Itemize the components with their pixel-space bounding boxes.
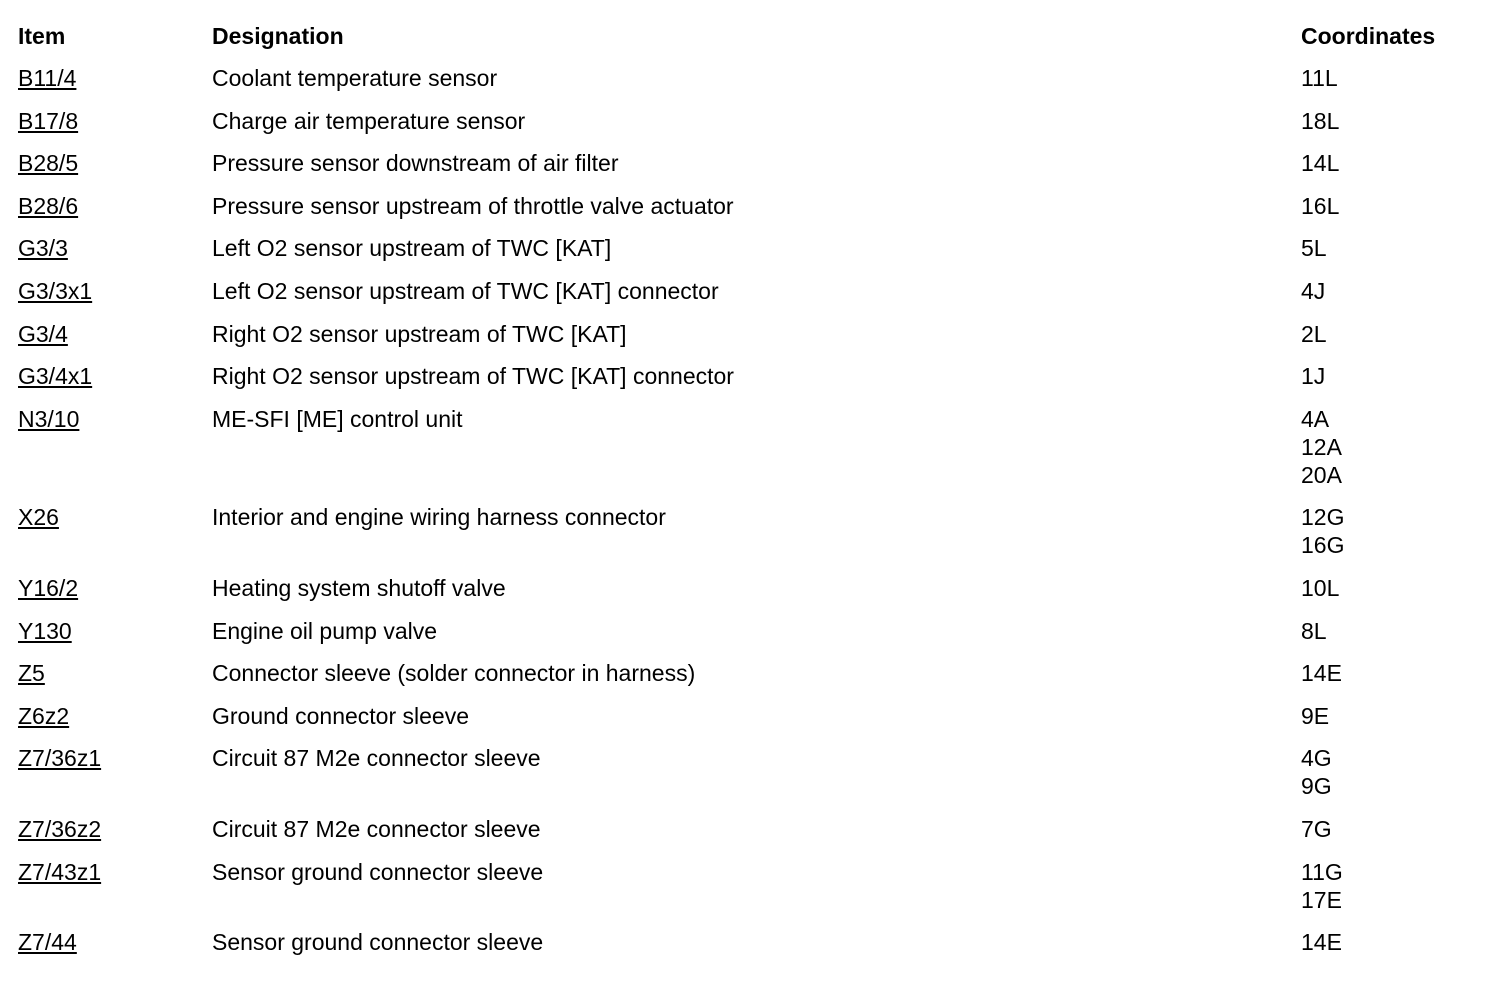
header-coordinates: Coordinates	[1301, 23, 1436, 49]
item-cell	[18, 192, 212, 235]
coordinate-value: 18L	[1301, 107, 1340, 134]
item-link[interactable]: G3/4x1	[18, 363, 93, 390]
coordinate-value: 14E	[1301, 660, 1342, 687]
designation-cell: Ground connector sleeve	[212, 702, 469, 729]
coordinates-cell	[1301, 277, 1481, 320]
coordinates-cell	[1301, 192, 1481, 235]
coordinates-cell	[1301, 928, 1481, 971]
coordinate-value: 12G	[1301, 504, 1345, 531]
item-cell	[18, 405, 212, 504]
designation-cell: Sensor ground connector sleeve	[212, 858, 544, 885]
designation-cell: Circuit 87 M2e connector sleeve	[212, 745, 541, 772]
coordinates-cell	[1301, 702, 1481, 745]
coordinates-cell	[1301, 659, 1481, 702]
item-link[interactable]: B28/5	[18, 150, 79, 177]
designation-cell: Circuit 87 M2e connector sleeve	[212, 815, 541, 842]
coordinates-cell	[1301, 405, 1481, 504]
item-cell	[18, 702, 212, 745]
table-row	[18, 277, 1488, 320]
table-row	[18, 617, 1488, 660]
designation-cell: Pressure sensor upstream of throttle valve actuator	[212, 192, 734, 219]
coordinates-cell	[1301, 149, 1481, 192]
designation-cell: Charge air temperature sensor	[212, 107, 526, 134]
coordinate-value: 20A	[1301, 461, 1342, 488]
table-row	[18, 64, 1488, 107]
coordinate-value: 11L	[1301, 65, 1338, 91]
table-row	[18, 659, 1488, 702]
table-row	[18, 858, 1488, 929]
item-cell	[18, 64, 212, 107]
item-cell	[18, 858, 212, 929]
item-cell	[18, 617, 212, 660]
item-cell	[18, 277, 212, 320]
item-cell	[18, 744, 212, 815]
item-cell	[18, 815, 212, 858]
coordinate-value: 2L	[1301, 320, 1327, 347]
coordinates-cell	[1301, 815, 1481, 858]
coordinates-cell	[1301, 320, 1481, 363]
coordinate-value: 10L	[1301, 574, 1340, 601]
item-cell	[18, 928, 212, 971]
designation-cell: Engine oil pump valve	[212, 617, 438, 644]
table-row	[18, 744, 1488, 815]
header-item: Item	[18, 23, 66, 49]
coordinate-value: 7G	[1301, 815, 1332, 842]
item-link[interactable]: Z7/36z2	[18, 815, 102, 842]
table-body	[18, 64, 1488, 971]
item-cell	[18, 149, 212, 192]
coordinates-cell	[1301, 362, 1481, 405]
item-link[interactable]: X26	[18, 504, 59, 531]
component-legend-table	[18, 22, 1488, 971]
designation-cell: Right O2 sensor upstream of TWC [KAT] connector	[212, 363, 734, 390]
item-link[interactable]: Z7/43z1	[18, 858, 102, 885]
table-row	[18, 405, 1488, 504]
coordinate-value: 4A	[1301, 405, 1330, 432]
coordinates-cell	[1301, 234, 1481, 277]
designation-cell: Left O2 sensor upstream of TWC [KAT]	[212, 235, 612, 262]
item-cell	[18, 107, 212, 150]
item-cell	[18, 659, 212, 702]
designation-cell: Sensor ground connector sleeve	[212, 929, 544, 956]
item-cell	[18, 320, 212, 363]
item-link[interactable]: Z7/36z1	[18, 745, 102, 772]
table-row	[18, 815, 1488, 858]
coordinate-value: 4J	[1301, 277, 1326, 304]
designation-cell: Right O2 sensor upstream of TWC [KAT]	[212, 320, 627, 347]
table-row	[18, 107, 1488, 150]
item-link[interactable]: Y16/2	[18, 574, 79, 601]
item-cell	[18, 234, 212, 277]
designation-cell: Pressure sensor downstream of air filter	[212, 150, 619, 177]
table-row	[18, 320, 1488, 363]
designation-cell: Connector sleeve (solder connector in harness)	[212, 660, 696, 687]
table-row	[18, 149, 1488, 192]
coordinate-value: 9E	[1301, 702, 1330, 729]
item-link[interactable]: G3/3x1	[18, 277, 93, 304]
designation-cell: Heating system shutoff valve	[212, 574, 506, 601]
coordinate-value: 14L	[1301, 150, 1340, 177]
coordinates-cell	[1301, 503, 1481, 574]
coordinate-value: 8L	[1301, 617, 1327, 644]
coordinate-value: 12A	[1301, 433, 1342, 460]
coordinate-value: 16L	[1301, 192, 1340, 219]
table-row	[18, 503, 1488, 574]
table-row	[18, 234, 1488, 277]
table-header	[18, 22, 1488, 64]
item-link[interactable]: Y130	[18, 617, 72, 644]
designation-cell: Left O2 sensor upstream of TWC [KAT] connector	[212, 277, 719, 304]
item-link[interactable]: G3/3	[18, 235, 68, 262]
coordinate-value: 5L	[1301, 235, 1327, 262]
coordinate-value: 16G	[1301, 532, 1345, 559]
designation-cell: Coolant temperature sensor	[212, 65, 498, 91]
designation-cell: ME-SFI [ME] control unit	[212, 405, 463, 432]
table-row	[18, 702, 1488, 745]
coordinate-value: 14E	[1301, 929, 1342, 956]
table-row	[18, 574, 1488, 617]
item-link[interactable]: Z7/44	[18, 929, 77, 956]
item-cell	[18, 362, 212, 405]
table-row	[18, 362, 1488, 405]
coordinates-cell	[1301, 574, 1481, 617]
coordinate-value: 9G	[1301, 773, 1332, 800]
coordinate-value: 4G	[1301, 745, 1332, 772]
item-link[interactable]: B11/4	[18, 65, 77, 91]
header-designation: Designation	[212, 23, 344, 49]
item-cell	[18, 503, 212, 574]
coordinate-value: 11G	[1301, 858, 1343, 885]
coordinates-cell	[1301, 858, 1481, 929]
item-link[interactable]: N3/10	[18, 405, 80, 432]
coordinate-value: 1J	[1301, 363, 1326, 390]
coordinates-cell	[1301, 64, 1481, 107]
table-row	[18, 928, 1488, 971]
item-link[interactable]: B17/8	[18, 107, 79, 134]
coordinates-cell	[1301, 107, 1481, 150]
table-row	[18, 192, 1488, 235]
coordinates-cell	[1301, 744, 1481, 815]
item-link[interactable]: Z5	[18, 660, 45, 687]
coordinate-value: 17E	[1301, 886, 1342, 913]
item-link[interactable]: B28/6	[18, 192, 79, 219]
item-cell	[18, 574, 212, 617]
item-link[interactable]: Z6z2	[18, 702, 70, 729]
coordinates-cell	[1301, 617, 1481, 660]
designation-cell: Interior and engine wiring harness connector	[212, 504, 666, 531]
item-link[interactable]: G3/4	[18, 320, 68, 347]
